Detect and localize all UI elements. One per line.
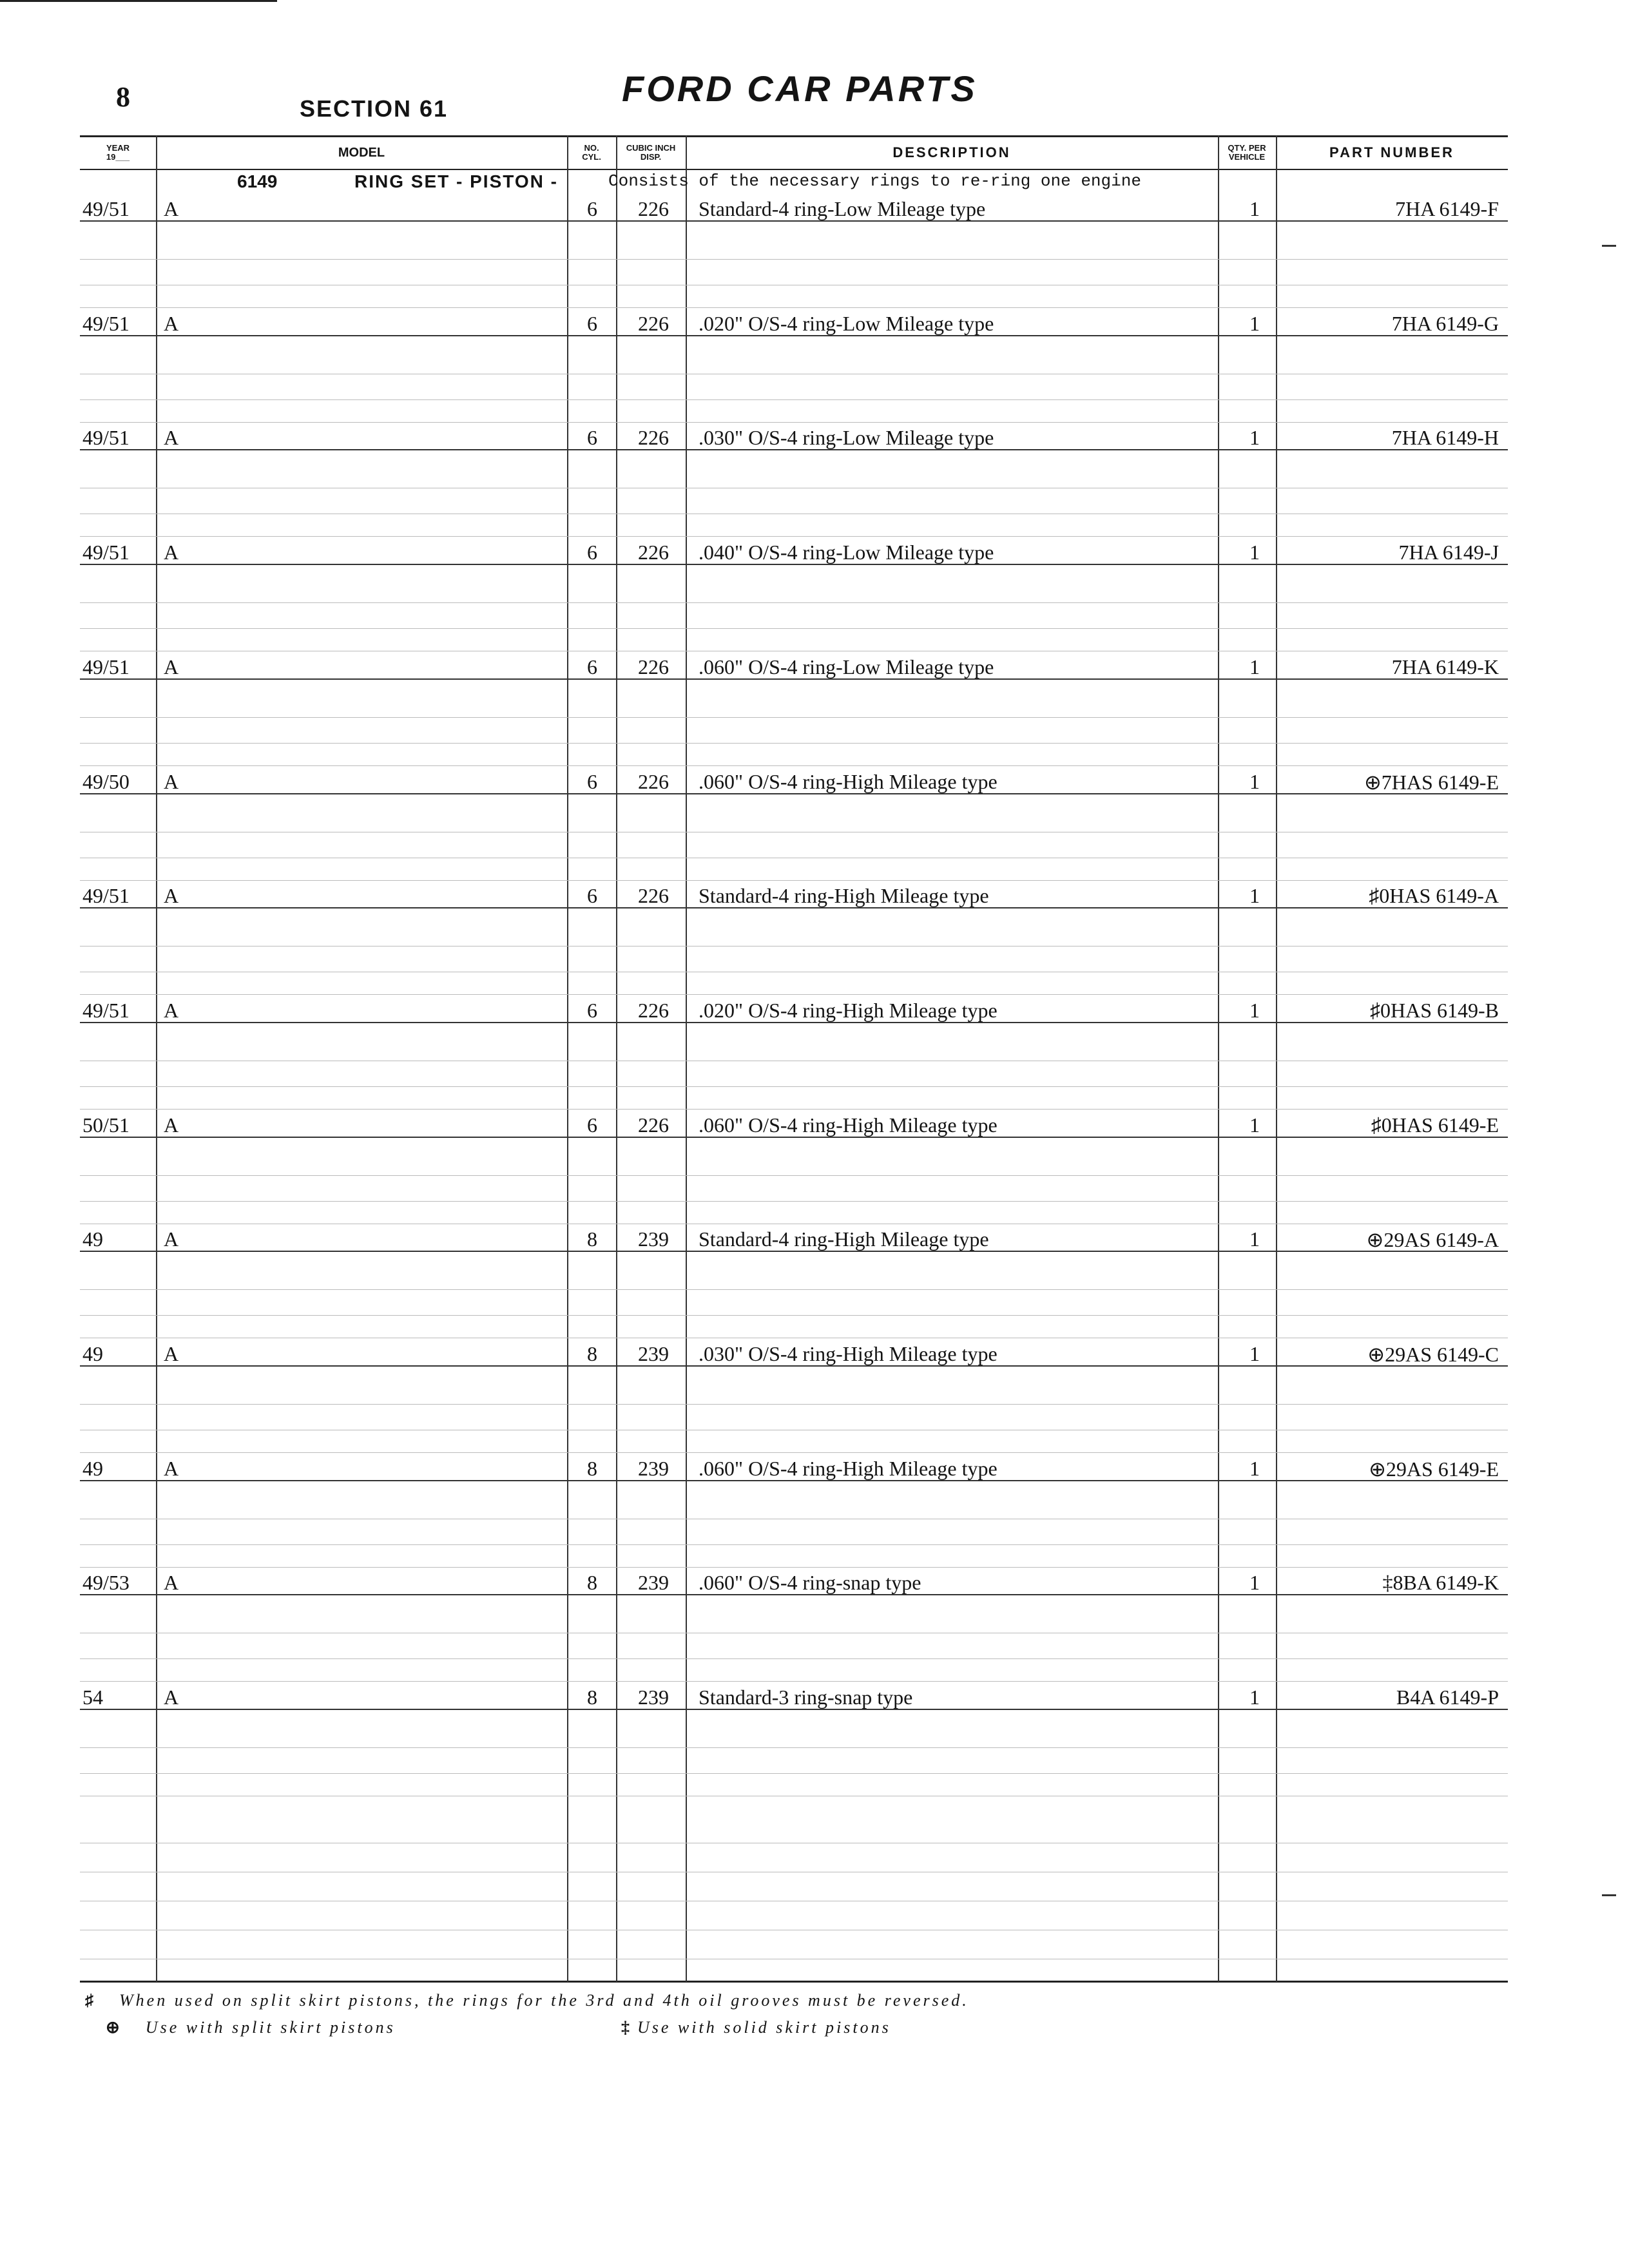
cell-pn: ⊕29AS 6149-C bbox=[1367, 1343, 1499, 1366]
cell-year: 49/51 bbox=[82, 998, 130, 1022]
cell-cyl: 6 bbox=[587, 426, 597, 450]
table-top-rule bbox=[80, 135, 1508, 137]
cell-desc: .060" O/S-4 ring-High Mileage type bbox=[699, 1456, 998, 1480]
cell-pn: 7HA 6149-H bbox=[1391, 426, 1499, 450]
table-row bbox=[80, 1225, 1508, 1251]
ruled-line bbox=[80, 765, 1508, 766]
ruled-line bbox=[80, 628, 1508, 629]
header-qty bbox=[1218, 138, 1276, 168]
table-row bbox=[80, 1340, 1508, 1365]
cell-year: 50/51 bbox=[82, 1113, 130, 1137]
cell-model: A bbox=[164, 1342, 179, 1365]
cell-cyl: 6 bbox=[587, 655, 597, 678]
cell-disp: 239 bbox=[638, 1571, 669, 1595]
ruled-line bbox=[80, 536, 1508, 537]
cell-cyl: 8 bbox=[587, 1456, 597, 1480]
cell-year: 49/51 bbox=[82, 426, 130, 450]
cell-cyl: 6 bbox=[587, 311, 597, 335]
cell-year: 49 bbox=[82, 1227, 103, 1251]
cell-model: A bbox=[164, 1456, 179, 1480]
cell-pn: ⊕29AS 6149-A bbox=[1366, 1228, 1499, 1252]
header-description-label: DESCRIPTION bbox=[892, 144, 1011, 161]
cell-cyl: 6 bbox=[587, 769, 597, 793]
cell-desc: Standard-3 ring-snap type bbox=[699, 1686, 913, 1709]
cell-qty: 1 bbox=[1249, 1686, 1260, 1709]
ruled-line bbox=[80, 1681, 1508, 1682]
table-row bbox=[80, 996, 1508, 1022]
cell-pn: 7HA 6149-K bbox=[1391, 655, 1499, 678]
footnote-split-reverse bbox=[85, 1991, 969, 2010]
cell-desc: Standard-4 ring-High Mileage type bbox=[699, 1227, 989, 1251]
footnote-text: Use with split skirt pistons bbox=[145, 2018, 396, 2037]
cell-cyl: 6 bbox=[587, 1113, 597, 1137]
cell-desc: .060" O/S-4 ring-snap type bbox=[699, 1571, 921, 1595]
cell-qty: 1 bbox=[1249, 541, 1260, 564]
table-row bbox=[80, 1568, 1508, 1594]
table-row bbox=[80, 1111, 1508, 1137]
cell-model: A bbox=[164, 1227, 179, 1251]
cell-model: A bbox=[164, 1571, 179, 1595]
header-year-label: YEAR bbox=[106, 143, 130, 153]
cell-year: 49/51 bbox=[82, 655, 130, 678]
cell-disp: 226 bbox=[638, 426, 669, 450]
cell-desc: .030" O/S-4 ring-High Mileage type bbox=[699, 1342, 998, 1365]
cell-pn: 7HA 6149-J bbox=[1398, 541, 1499, 564]
ruled-line bbox=[80, 743, 1508, 744]
ruled-line bbox=[80, 1201, 1508, 1202]
ruled-line bbox=[80, 1747, 1508, 1748]
header-disp-label: CUBIC INCH bbox=[626, 143, 676, 153]
cell-disp: 226 bbox=[638, 884, 669, 908]
cell-qty: 1 bbox=[1249, 769, 1260, 793]
cell-model: A bbox=[164, 884, 179, 908]
cell-qty: 1 bbox=[1249, 311, 1260, 335]
cell-disp: 226 bbox=[638, 1113, 669, 1137]
cell-model: A bbox=[164, 1113, 179, 1137]
cell-desc: .060" O/S-4 ring-Low Mileage type bbox=[699, 655, 994, 678]
cell-cyl: 6 bbox=[587, 541, 597, 564]
header-model-label: MODEL bbox=[338, 145, 385, 160]
table-row bbox=[80, 881, 1508, 907]
cell-desc: Standard-4 ring-Low Mileage type bbox=[699, 197, 986, 220]
cell-model: A bbox=[164, 998, 179, 1022]
cell-year: 49 bbox=[82, 1342, 103, 1365]
ruled-line bbox=[80, 1773, 1508, 1774]
parts-table bbox=[80, 135, 1508, 1983]
table-row bbox=[80, 538, 1508, 564]
header-year-sub: 19___ bbox=[106, 152, 130, 162]
group-name: RING SET - PISTON - bbox=[354, 171, 558, 191]
cell-qty: 1 bbox=[1249, 1342, 1260, 1365]
cell-model: A bbox=[164, 769, 179, 793]
ruled-line bbox=[80, 1289, 1508, 1290]
header-qty-label: QTY. PER bbox=[1228, 143, 1266, 153]
ruled-line bbox=[80, 1109, 1508, 1110]
cell-disp: 226 bbox=[638, 769, 669, 793]
top-rule bbox=[0, 0, 277, 2]
cell-disp: 239 bbox=[638, 1456, 669, 1480]
ruled-line bbox=[80, 880, 1508, 881]
cell-disp: 226 bbox=[638, 197, 669, 220]
cell-model: A bbox=[164, 655, 179, 678]
cell-model: A bbox=[164, 1686, 179, 1709]
cell-qty: 1 bbox=[1249, 655, 1260, 678]
cell-disp: 239 bbox=[638, 1686, 669, 1709]
ruled-line bbox=[80, 946, 1508, 947]
ruled-line bbox=[80, 1404, 1508, 1405]
ruled-line bbox=[80, 422, 1508, 423]
table-row bbox=[80, 423, 1508, 449]
cell-year: 49/53 bbox=[82, 1571, 130, 1595]
cell-pn: 7HA 6149-G bbox=[1391, 311, 1499, 335]
cell-year: 49/51 bbox=[82, 197, 130, 220]
footnote-solid bbox=[621, 2018, 891, 2037]
cell-desc: Standard-4 ring-High Mileage type bbox=[699, 884, 989, 908]
cell-disp: 226 bbox=[638, 311, 669, 335]
cell-qty: 1 bbox=[1249, 998, 1260, 1022]
header-model bbox=[156, 138, 567, 168]
footnote-text: Use with solid skirt pistons bbox=[637, 2018, 891, 2037]
ruled-line bbox=[80, 717, 1508, 718]
table-row bbox=[80, 767, 1508, 793]
cell-model: A bbox=[164, 311, 179, 335]
cell-pn: ♯0HAS 6149-B bbox=[1369, 998, 1499, 1022]
cell-pn: ⊕29AS 6149-E bbox=[1369, 1457, 1499, 1481]
cell-qty: 1 bbox=[1249, 1227, 1260, 1251]
table-bottom-rule bbox=[80, 1981, 1508, 1983]
header-cyl-label: NO. bbox=[584, 143, 599, 153]
cell-disp: 226 bbox=[638, 998, 669, 1022]
cell-year: 49 bbox=[82, 1456, 103, 1480]
cell-cyl: 6 bbox=[587, 197, 597, 220]
ruled-line bbox=[80, 307, 1508, 308]
cell-qty: 1 bbox=[1249, 1571, 1260, 1595]
cell-cyl: 8 bbox=[587, 1686, 597, 1709]
table-row bbox=[80, 653, 1508, 678]
footnote-symbol: ‡ bbox=[621, 2018, 630, 2037]
cell-year: 49/51 bbox=[82, 311, 130, 335]
table-row bbox=[80, 309, 1508, 335]
cell-disp: 226 bbox=[638, 655, 669, 678]
ruled-line bbox=[80, 602, 1508, 603]
cell-disp: 239 bbox=[638, 1227, 669, 1251]
ruled-line bbox=[80, 1175, 1508, 1176]
ruled-line bbox=[80, 1315, 1508, 1316]
header-year bbox=[80, 138, 156, 168]
cell-disp: 239 bbox=[638, 1342, 669, 1365]
header-disp bbox=[616, 138, 686, 168]
header-disp-sub: DISP. bbox=[640, 152, 662, 162]
footnote-symbol: ♯ bbox=[85, 1991, 93, 2010]
cell-desc: .040" O/S-4 ring-Low Mileage type bbox=[699, 541, 994, 564]
cell-desc: .030" O/S-4 ring-Low Mileage type bbox=[699, 426, 994, 450]
footnote-split bbox=[106, 2018, 396, 2037]
cell-year: 49/51 bbox=[82, 541, 130, 564]
cell-qty: 1 bbox=[1249, 1113, 1260, 1137]
header-description bbox=[686, 138, 1218, 168]
cell-desc: .060" O/S-4 ring-High Mileage type bbox=[699, 769, 998, 793]
cell-qty: 1 bbox=[1249, 426, 1260, 450]
ruled-line bbox=[80, 259, 1508, 260]
cell-pn: ♯0HAS 6149-E bbox=[1371, 1113, 1499, 1137]
cell-pn: ‡8BA 6149-K bbox=[1382, 1571, 1499, 1595]
cell-cyl: 8 bbox=[587, 1227, 597, 1251]
cell-year: 54 bbox=[82, 1686, 103, 1709]
table-row bbox=[80, 195, 1508, 220]
cell-pn: B4A 6149-P bbox=[1396, 1686, 1499, 1709]
cell-year: 49/51 bbox=[82, 884, 130, 908]
cell-year: 49/50 bbox=[82, 769, 130, 793]
page-number: 8 bbox=[116, 81, 130, 113]
cell-qty: 1 bbox=[1249, 884, 1260, 908]
header-part-number-label: PART NUMBER bbox=[1329, 144, 1454, 161]
footnote-symbol: ⊕ bbox=[106, 2018, 120, 2037]
cell-cyl: 8 bbox=[587, 1342, 597, 1365]
cell-pn: ♯0HAS 6149-A bbox=[1369, 884, 1499, 908]
cell-model: A bbox=[164, 426, 179, 450]
cell-qty: 1 bbox=[1249, 1456, 1260, 1480]
cell-cyl: 8 bbox=[587, 1571, 597, 1595]
group-number: 6149 bbox=[237, 171, 278, 191]
cell-qty: 1 bbox=[1249, 197, 1260, 220]
page-title: FORD CAR PARTS bbox=[622, 68, 978, 109]
header-qty-sub: VEHICLE bbox=[1228, 152, 1266, 162]
cell-cyl: 6 bbox=[587, 998, 597, 1022]
margin-mark bbox=[1602, 1894, 1616, 1896]
cell-desc: .020" O/S-4 ring-Low Mileage type bbox=[699, 311, 994, 335]
group-description: Consists of the necessary rings to re-ring one engine bbox=[608, 171, 1141, 191]
ruled-line bbox=[80, 1086, 1508, 1087]
section-label: SECTION 61 bbox=[300, 95, 448, 122]
header-cyl-sub: CYL. bbox=[582, 152, 601, 162]
cell-desc: .060" O/S-4 ring-High Mileage type bbox=[699, 1113, 998, 1137]
margin-mark bbox=[1602, 245, 1616, 247]
table-header-rule bbox=[80, 169, 1508, 170]
table-row bbox=[80, 1454, 1508, 1480]
cell-desc: .020" O/S-4 ring-High Mileage type bbox=[699, 998, 998, 1022]
table-row bbox=[80, 1683, 1508, 1709]
group-heading bbox=[80, 171, 1508, 192]
header-part-number bbox=[1276, 138, 1508, 168]
ruled-line bbox=[80, 1452, 1508, 1453]
header-cyl bbox=[567, 138, 616, 168]
ruled-line bbox=[80, 1544, 1508, 1545]
cell-cyl: 6 bbox=[587, 884, 597, 908]
ruled-line bbox=[80, 1567, 1508, 1568]
cell-model: A bbox=[164, 197, 179, 220]
cell-disp: 226 bbox=[638, 541, 669, 564]
ruled-line bbox=[80, 399, 1508, 400]
ruled-line bbox=[80, 994, 1508, 995]
cell-pn: 7HA 6149-F bbox=[1395, 197, 1499, 220]
footnote-text: When used on split skirt pistons, the rings for the 3rd and 4th oil grooves must be reversed. bbox=[119, 1991, 969, 2010]
ruled-line bbox=[80, 1658, 1508, 1659]
cell-pn: ⊕7HAS 6149-E bbox=[1364, 770, 1499, 794]
cell-model: A bbox=[164, 541, 179, 564]
